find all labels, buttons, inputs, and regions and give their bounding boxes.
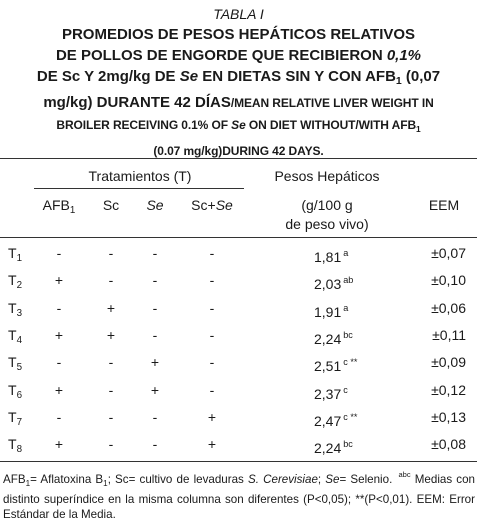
cell-afb: + xyxy=(54,272,64,289)
footnote-separator: ; xyxy=(317,473,326,486)
peso-value: 2,24 xyxy=(314,330,342,347)
title-en-line1 xyxy=(0,114,477,140)
table-top-rule xyxy=(0,158,477,159)
treatment-label xyxy=(8,326,22,350)
significance-superscript: a xyxy=(343,302,349,313)
peso-value: 2,37 xyxy=(314,385,342,402)
title-es-line3-italic: Se xyxy=(179,68,199,85)
title-en-line2: (0.07 mg/kg)DURING 42 DAYS. xyxy=(153,144,324,158)
footnote-se: Se xyxy=(325,473,340,486)
header-scse-italic: Se xyxy=(215,197,233,213)
cell-scse: - xyxy=(209,245,215,261)
cell-scse: + xyxy=(207,436,217,453)
header-tratamientos: Tratamientos (T) xyxy=(88,168,192,184)
title-es-line3-subscript: 1 xyxy=(395,75,402,87)
table-bottom-rule xyxy=(0,461,477,462)
header-pesos-hepaticos: Pesos Hepáticos xyxy=(274,168,380,184)
cell-se: - xyxy=(152,326,158,343)
cell-se: - xyxy=(152,272,158,289)
cell-scse: - xyxy=(209,381,215,398)
cell-sc: - xyxy=(108,245,114,261)
cell-sc: - xyxy=(108,436,114,453)
cell-se: - xyxy=(152,408,158,425)
cell-sc: - xyxy=(108,272,114,289)
title-es-line3-text-a: DE Sc Y 2mg/kg DE xyxy=(36,68,180,85)
title-es-line4 xyxy=(0,92,477,114)
cell-eem: ±0,08 xyxy=(431,436,466,453)
cell-se: - xyxy=(152,436,158,453)
peso-value: 2,47 xyxy=(314,412,342,429)
footnote-afb-subscript: 1 xyxy=(25,479,31,488)
peso-value: 1,91 xyxy=(314,303,342,320)
title-es-line3 xyxy=(0,66,477,92)
header-sc: Sc xyxy=(102,197,120,213)
peso-value: 2,24 xyxy=(314,440,342,457)
header-sc-plus-se xyxy=(180,196,244,214)
header-se: Se xyxy=(146,197,164,213)
footnote-selenio: = Selenio. xyxy=(339,473,397,486)
treatment-number: 7 xyxy=(16,416,23,428)
cell-eem: ±0,06 xyxy=(431,299,466,316)
cell-peso xyxy=(314,271,353,293)
cell-peso xyxy=(314,244,348,266)
treatment-number: 1 xyxy=(16,253,23,264)
tratamientos-underline xyxy=(34,188,244,189)
cell-se: - xyxy=(152,299,158,316)
title-es-line3-text-c: EN DIETAS SIN Y CON AFB xyxy=(198,68,396,85)
treatment-number: 5 xyxy=(16,362,23,374)
significance-superscript: c ** xyxy=(343,411,358,422)
treatment-label xyxy=(8,353,22,377)
peso-value: 1,81 xyxy=(314,249,342,265)
footnote-aflatoxina: = Aflatoxina B xyxy=(30,473,104,486)
significance-superscript: c xyxy=(343,384,348,395)
treatment-label xyxy=(8,299,22,323)
treatment-letter: T xyxy=(8,245,17,261)
title-spanish xyxy=(0,24,477,114)
header-scse-text: Sc+ xyxy=(191,197,216,213)
cell-sc: + xyxy=(106,299,116,316)
treatment-number: 4 xyxy=(16,334,23,346)
cell-scse: - xyxy=(209,326,215,343)
peso-value: 2,51 xyxy=(314,358,342,375)
significance-superscript: bc xyxy=(343,439,353,450)
cell-sc: - xyxy=(108,381,114,398)
cell-se: - xyxy=(152,245,158,261)
treatment-number: 3 xyxy=(16,307,23,319)
title-english xyxy=(0,114,477,162)
header-afb1 xyxy=(36,196,82,220)
treatment-letter: T xyxy=(8,381,17,398)
treatment-number: 6 xyxy=(16,389,23,401)
cell-peso xyxy=(314,353,357,375)
table-title-block xyxy=(0,4,477,162)
cell-afb: + xyxy=(54,326,64,343)
title-es-line2-text: DE POLLOS DE ENGORDE QUE RECIBIERON xyxy=(55,47,387,64)
cell-se: + xyxy=(150,381,160,398)
treatment-label xyxy=(8,435,22,459)
significance-superscript: a xyxy=(343,248,349,258)
header-unit-line2: de peso vivo) xyxy=(285,216,369,232)
cell-afb: - xyxy=(56,299,62,316)
cell-sc: - xyxy=(108,354,114,371)
title-en-line1-subscript: 1 xyxy=(416,124,421,134)
footnote-sc-def: ; Sc= cultivo de levaduras xyxy=(107,473,249,486)
cell-eem: ±0,13 xyxy=(431,408,466,425)
significance-superscript: ab xyxy=(343,275,354,286)
cell-scse: - xyxy=(209,299,215,316)
cell-eem: ±0,09 xyxy=(431,354,466,371)
cell-sc: + xyxy=(106,326,116,343)
treatment-label xyxy=(8,408,22,432)
header-unit-line1: (g/100 g xyxy=(301,197,353,213)
treatment-letter: T xyxy=(8,326,17,343)
title-es-line4-text-b: /MEAN RELATIVE LIVER WEIGHT IN xyxy=(230,96,434,110)
header-eem: EEM xyxy=(428,197,460,213)
cell-eem: ±0,10 xyxy=(431,272,466,289)
cell-peso xyxy=(314,408,357,430)
treatment-letter: T xyxy=(8,299,17,316)
footnote-significance: Medias con distinto superíndice en la misma columna son diferentes (P<0,05); **(P<0,01). EEM: Error Estándar de la Media. xyxy=(3,473,475,521)
treatment-number: 8 xyxy=(16,444,23,456)
table-label: TABLA I xyxy=(213,6,264,22)
treatment-letter: T xyxy=(8,354,17,371)
cell-eem: ±0,12 xyxy=(431,381,466,398)
cell-afb: + xyxy=(54,381,64,398)
treatment-letter: T xyxy=(8,436,17,453)
title-en-line1-italic: Se xyxy=(231,118,246,132)
cell-afb: - xyxy=(56,354,62,371)
title-es-line1: PROMEDIOS DE PESOS HEPÁTICOS RELATIVOS xyxy=(61,26,416,43)
title-es-line2 xyxy=(0,45,477,66)
cell-peso xyxy=(314,381,348,403)
significance-superscript: bc xyxy=(343,329,353,340)
cell-peso xyxy=(314,299,348,321)
cell-eem: ±0,11 xyxy=(432,326,466,343)
treatment-number: 2 xyxy=(16,280,23,292)
footnote-afb: AFB xyxy=(3,473,26,486)
cell-scse: - xyxy=(209,354,215,371)
title-en-line1-text-c: ON DIET WITHOUT/WITH AFB xyxy=(245,118,417,132)
treatment-letter: T xyxy=(8,408,17,425)
header-afb-subscript: 1 xyxy=(69,205,76,216)
title-es-line2-italic: 0,1% xyxy=(386,47,422,64)
cell-peso xyxy=(314,435,353,457)
title-en-line1-text-a: BROILER RECEIVING 0.1% OF xyxy=(56,118,232,132)
treatment-label xyxy=(8,381,22,405)
cell-scse: + xyxy=(207,408,217,425)
cell-afb: - xyxy=(56,408,62,425)
treatment-letter: T xyxy=(8,272,17,289)
cell-eem: ±0,07 xyxy=(431,245,466,261)
peso-value: 2,03 xyxy=(314,276,342,293)
treatment-label xyxy=(8,271,22,295)
footnote-abc-superscript: abc xyxy=(398,470,411,479)
footnote-aflatoxina-subscript: 1 xyxy=(103,479,108,488)
significance-superscript: c ** xyxy=(343,357,358,368)
cell-peso xyxy=(314,326,353,348)
table-footnote xyxy=(3,467,475,523)
treatment-label xyxy=(8,244,22,268)
header-bottom-rule xyxy=(0,237,477,238)
header-afb-text: AFB xyxy=(42,197,70,213)
cell-scse: - xyxy=(209,272,215,289)
cell-afb: - xyxy=(56,245,62,261)
cell-se: + xyxy=(150,354,160,371)
footnote-species: S. Cerevisiae xyxy=(248,473,318,486)
cell-sc: - xyxy=(108,408,114,425)
cell-afb: + xyxy=(54,436,64,453)
title-es-line4-text-a: mg/kg) DURANTE 42 DÍAS xyxy=(43,94,231,111)
title-es-line3-text-d: (0,07 xyxy=(401,68,441,85)
